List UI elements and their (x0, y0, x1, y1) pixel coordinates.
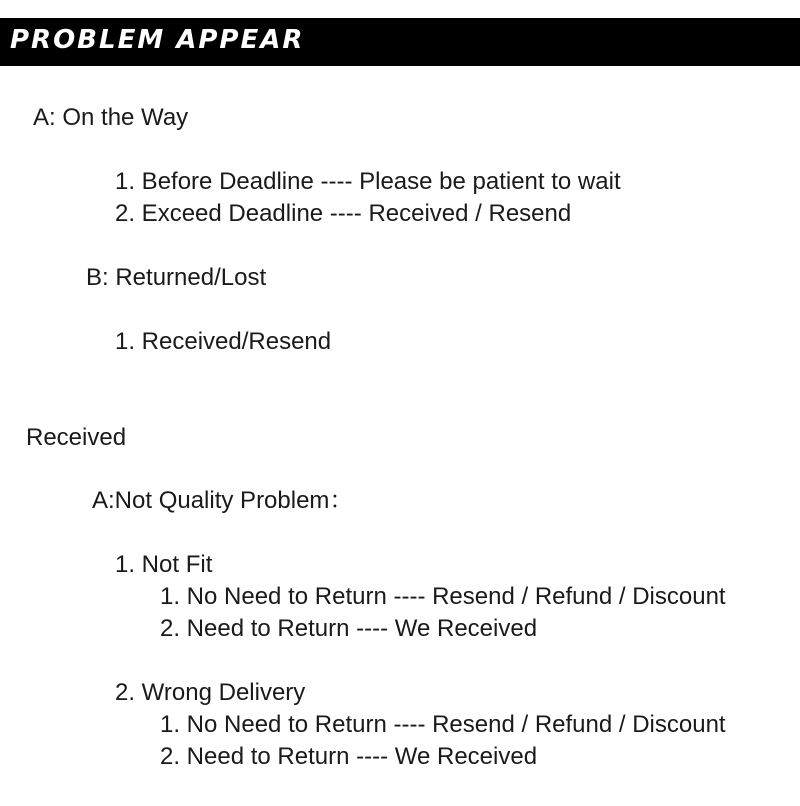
list-item: 2. Need to Return ---- We Received (160, 743, 538, 770)
page-title: PROBLEM APPEAR (10, 25, 305, 55)
group-label-wrong-delivery: 2. Wrong Delivery (115, 679, 306, 706)
list-item: 2. Need to Return ---- We Received (160, 615, 538, 642)
list-item: 1. No Need to Return ---- Resend / Refund / Discount (160, 711, 726, 738)
list-item: 1. Before Deadline ---- Please be patient to wait (115, 168, 621, 195)
group-label-not-fit: 1. Not Fit (115, 551, 213, 578)
subsection-heading-not-quality: A:Not Quality Problem： (92, 487, 354, 514)
section-heading-received: Received (26, 424, 127, 451)
list-item: 1. Received/Resend (115, 328, 332, 355)
list-item: 2. Exceed Deadline ---- Received / Resend (115, 200, 572, 227)
list-item: 1. No Need to Return ---- Resend / Refund / Discount (160, 583, 726, 610)
section-heading-returned-lost: B: Returned/Lost (86, 264, 267, 291)
header-bar (0, 18, 800, 66)
section-heading-on-the-way: A: On the Way (33, 104, 189, 131)
